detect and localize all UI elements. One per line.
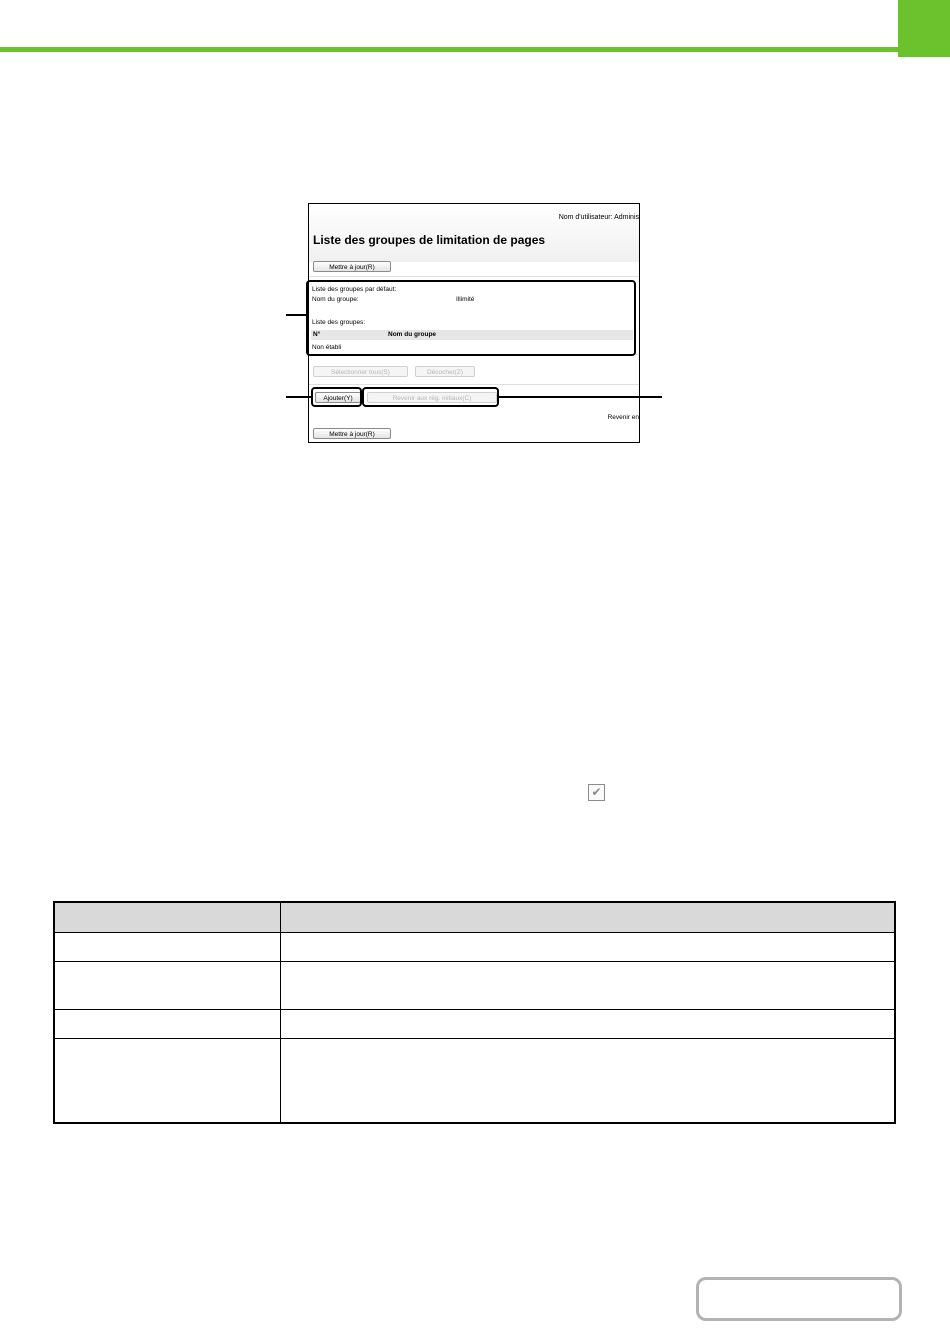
table-cell [281,1039,896,1123]
table-cell [281,962,896,1010]
default-list-label: Liste des groupes par défaut: [312,286,397,293]
table-header-cell [54,902,281,933]
separator [309,384,639,385]
update-button[interactable]: Mettre à jour(R) [313,261,391,272]
table-row [54,962,895,1010]
back-link[interactable]: Revenir en [607,414,639,421]
callout-line [286,396,312,398]
select-all-button[interactable]: Sélectionner tous(S) [313,366,408,377]
group-name-label: Nom du groupe: [312,296,359,303]
table-cell [54,1039,281,1123]
user-name-label: Nom d'utilisateur: Adminis [558,214,639,221]
update-button-bottom[interactable]: Mettre à jour(R) [313,428,391,439]
group-list-highlight [306,280,636,356]
settings-table [53,901,896,1124]
group-name-value: Illimité [456,296,475,303]
reset-button-highlight [362,387,499,407]
table-header-row [54,902,895,933]
callout-line [499,396,662,398]
column-no: N° [313,331,321,338]
add-button-highlight [311,387,362,407]
table-row [54,933,895,962]
uncheck-button[interactable]: Décocher(Z) [415,366,475,377]
header-tab [898,0,950,57]
table-row [54,1039,895,1123]
table-cell [54,1010,281,1039]
header-bar [0,0,898,52]
add-button[interactable]: Ajouter(Y) [315,392,361,403]
separator [309,276,639,277]
table-cell [281,933,896,962]
table-header-cell [281,902,896,933]
callout-line [286,314,307,316]
column-group-name: Nom du groupe [388,331,437,338]
contents-nav-button[interactable] [696,1277,902,1321]
table-row [54,1010,895,1039]
checkbox-checked-icon: ✔ [588,784,605,801]
reset-defaults-button[interactable]: Revenir aux rég. initiaux(C) [367,392,497,403]
groups-list-label: Liste des groupes: [312,319,366,326]
table-cell [54,962,281,1010]
screenshot-title: Liste des groupes de limitation de pages [313,233,546,247]
table-cell [281,1010,896,1039]
table-cell [54,933,281,962]
not-set-cell: Non établi [312,344,342,351]
